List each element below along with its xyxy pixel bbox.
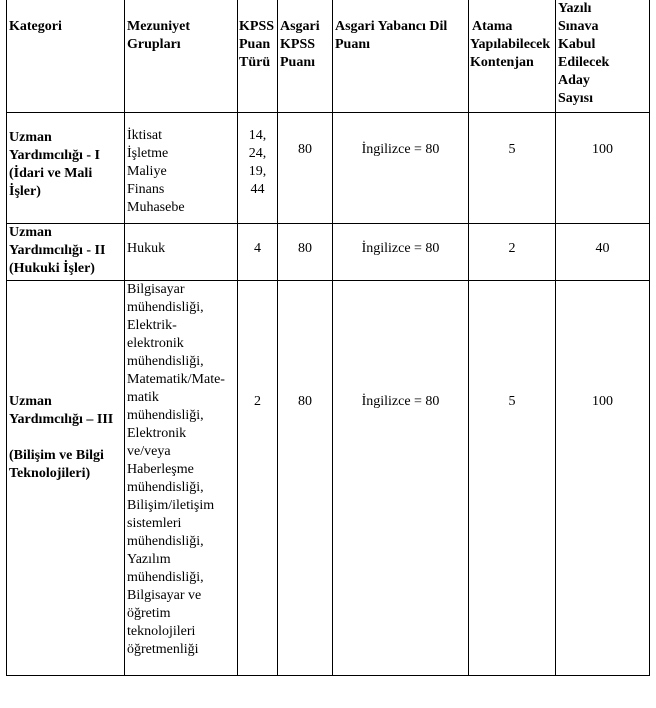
header-kpss-puan-line: Türü (239, 55, 271, 70)
mezuniyet-line: Maliye (127, 163, 167, 179)
kpss-puan-line: 24, (248, 145, 267, 161)
mezuniyet-line: elektronik (127, 335, 184, 351)
header-row (7, 0, 650, 112)
kontenjan-cell: 5 (469, 112, 556, 223)
mezuniyet-line: sistemleri (127, 515, 182, 531)
mezuniyet-line: mühendisliği, (127, 479, 204, 495)
mezuniyet-line: Finans (127, 181, 165, 197)
header-yabanci-dil (333, 0, 469, 112)
header-asgari-kpss-line: Asgari (280, 19, 320, 34)
header-aday-line: Edilecek (558, 55, 610, 70)
header-kontenjan-line: Atama (472, 19, 513, 34)
mezuniyet-line: mühendisliği, (127, 299, 204, 315)
asgari-kpss-cell: 80 (278, 112, 333, 223)
asgari-kpss-cell: 80 (278, 280, 333, 675)
kategori-line: Teknolojileri) (9, 465, 91, 481)
kategori-line: Uzman (9, 129, 52, 145)
yabanci-dil-cell: İngilizce = 80 (333, 223, 469, 280)
header-kategori (7, 0, 125, 112)
yabanci-dil-cell: İngilizce = 80 (333, 112, 469, 223)
mezuniyet-line: Matematik/Mate- (127, 371, 225, 387)
header-mezuniyet-line: Mezuniyet (127, 19, 190, 34)
kategori-line: Uzman (9, 224, 52, 240)
kategori-line: Yardımcılığı - I (9, 147, 100, 163)
asgari-kpss-cell: 80 (278, 223, 333, 280)
header-mezuniyet-line: Grupları (127, 37, 181, 52)
header-kpss-puan-line: KPSS (239, 19, 275, 34)
mezuniyet-line: Bilgisayar ve (127, 587, 202, 603)
mezuniyet-cell (125, 223, 238, 280)
kontenjan-cell: 2 (469, 223, 556, 280)
kategori-cell (7, 112, 125, 223)
header-kontenjan-line: Kontenjan (470, 55, 534, 70)
table-row (7, 112, 650, 223)
yabanci-dil-cell: İngilizce = 80 (333, 280, 469, 675)
quota-table-wrapper (6, 0, 649, 676)
header-aday-line: Sayısı (558, 91, 594, 106)
table-row (7, 280, 650, 675)
mezuniyet-line: öğretmenliği (127, 641, 199, 657)
mezuniyet-line: Muhasebe (127, 199, 185, 215)
mezuniyet-line: Haberleşme (127, 461, 194, 477)
header-yabanci-dil-line: Asgari Yabancı Dil (335, 19, 448, 34)
kategori-line: (İdari ve Mali (9, 165, 93, 181)
mezuniyet-line: ve/veya (127, 443, 171, 459)
kpss-puan-cell (238, 280, 278, 675)
kpss-puan-line: 44 (250, 181, 265, 197)
mezuniyet-line: öğretim (127, 605, 171, 621)
header-aday (556, 0, 650, 112)
kategori-line: İşler) (9, 183, 41, 199)
kategori-cell (7, 223, 125, 280)
mezuniyet-line: İşletme (127, 145, 169, 161)
mezuniyet-line: İktisat (127, 127, 162, 143)
aday-cell: 100 (556, 112, 650, 223)
aday-cell: 40 (556, 223, 650, 280)
header-yabanci-dil-line: Puanı (335, 37, 371, 52)
header-aday-line: Kabul (558, 37, 596, 52)
table-row (7, 223, 650, 280)
header-asgari-kpss (278, 0, 333, 112)
kpss-puan-line: 14, (248, 127, 267, 143)
header-kpss-puan-line: Puan (239, 37, 271, 52)
mezuniyet-cell (125, 112, 238, 223)
mezuniyet-line: Elektronik (127, 425, 187, 441)
header-aday-line: Sınava (558, 19, 599, 34)
kpss-puan-line: 19, (248, 163, 267, 179)
mezuniyet-line: matik (127, 389, 159, 405)
header-kontenjan (469, 0, 556, 112)
mezuniyet-line: Elektrik- (127, 317, 177, 333)
kpss-puan-line: 4 (254, 240, 261, 256)
kategori-line: Yardımcılığı – III (9, 411, 114, 427)
mezuniyet-line: mühendisliği, (127, 533, 204, 549)
kpss-puan-cell (238, 112, 278, 223)
kontenjan-cell: 5 (469, 280, 556, 675)
mezuniyet-line: Hukuk (127, 240, 166, 256)
kpss-puan-cell (238, 223, 278, 280)
mezuniyet-line: Bilgisayar (127, 281, 185, 297)
kategori-line: (Bilişim ve Bilgi (9, 447, 104, 463)
header-asgari-kpss-line: Puanı (280, 55, 316, 70)
header-kontenjan-line: Yapılabilecek (470, 37, 551, 52)
kategori-spacer (9, 429, 122, 447)
mezuniyet-line: Yazılım (127, 551, 171, 567)
kpss-puan-line: 2 (254, 393, 261, 409)
kategori-line: Yardımcılığı - II (9, 242, 106, 258)
mezuniyet-line: mühendisliği, (127, 407, 204, 423)
header-aday-line: Aday (558, 73, 590, 88)
mezuniyet-line: teknolojileri (127, 623, 196, 639)
kategori-line: (Hukuki İşler) (9, 260, 95, 276)
header-mezuniyet (125, 0, 238, 112)
kategori-cell (7, 280, 125, 675)
kategori-line: Uzman (9, 393, 52, 409)
mezuniyet-line: mühendisliği, (127, 569, 204, 585)
header-kategori-line: Kategori (9, 19, 62, 34)
mezuniyet-cell (125, 280, 238, 675)
header-aday-line: Yazılı (558, 1, 592, 16)
mezuniyet-line: mühendisliği, (127, 353, 204, 369)
mezuniyet-line: Bilişim/iletişim (127, 497, 215, 513)
quota-table (6, 0, 650, 676)
header-asgari-kpss-line: KPSS (280, 37, 316, 52)
header-kpss-puan (238, 0, 278, 112)
aday-cell: 100 (556, 280, 650, 675)
